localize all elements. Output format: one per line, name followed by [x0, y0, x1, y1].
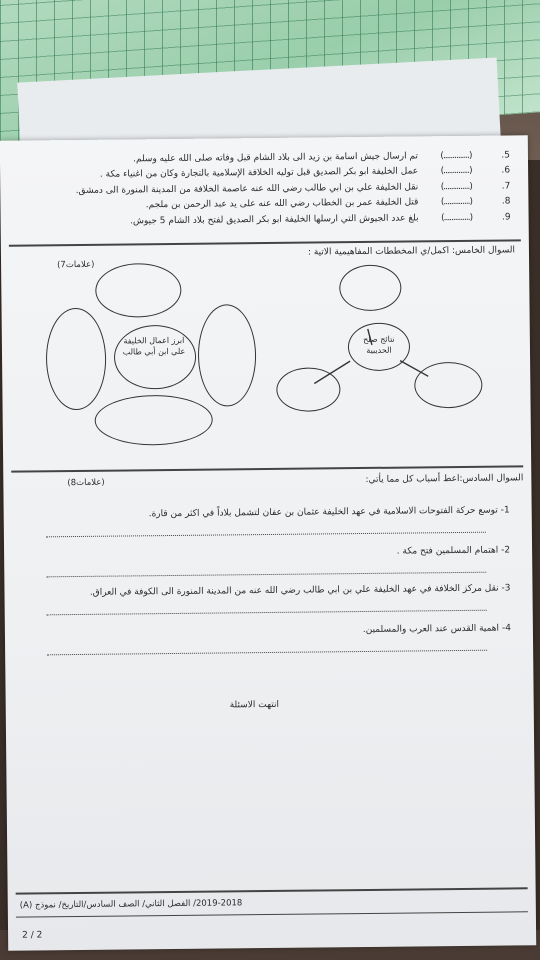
footer-info: 2019-2018/ الفصل الثاني/ الصف السادس/التاريخ/ نموذج (A): [19, 898, 243, 911]
question-text: تم ارسال جيش أسامة بن زيد الى بلاد الشام قبل وفاته صلى الله عليه وسلم.: [133, 151, 419, 165]
section6-marks: (8علامات): [67, 477, 105, 489]
page-number: 2 / 2: [22, 930, 43, 941]
question-text: نقل الخليفة علي بن أبي طالب رضي الله عنه عاصمة الخلافة من المدينة المنورة الى دمشق.: [75, 182, 419, 196]
section6-title: السوال السادس:اعط أسباب كل مما يأتي:: [365, 473, 524, 485]
cause-number: 2-: [501, 545, 511, 556]
question-number: 5.: [501, 150, 511, 161]
answer-blank[interactable]: (..............): [440, 181, 472, 192]
end-of-questions: انتهت الاسئلة: [229, 699, 280, 711]
answer-blank[interactable]: (..............): [440, 150, 472, 161]
section5-marks: (7علامات): [57, 259, 95, 271]
question-text: بلغ عدد الجيوش التي ارسلها الخليفة أبو بكر الصديق لفتح بلاد الشام 5 جيوش.: [130, 213, 419, 227]
diagram-center-label: ابرز اعمال الخليفة علي ابن أبي طالب: [122, 335, 186, 357]
question-text: قتل الخليفة عمر بن الخطاب رضي الله عنه على يد عبد الرحمن بن ملجم.: [145, 197, 419, 211]
cause-number: 4-: [501, 623, 511, 634]
concept-oval-empty[interactable]: [198, 304, 257, 407]
question-number: 6.: [501, 165, 511, 176]
cause-text: توسع حركة الفتوحات الاسلامية في عهد الخليفة عثمان بن عفان لتشمل بلاداً في اكثر من قارة.: [148, 505, 498, 520]
cause-number: 3-: [501, 583, 511, 594]
section5-title: السوال الخامس: اكمل/ي المخططات المفاهيمية الاتية :: [307, 245, 516, 258]
exam-sheet: [0, 135, 536, 950]
diagram-connectors: [0, 135, 536, 950]
cause-text: اهتمام المسلمين فتح مكة .: [396, 545, 499, 557]
question-text: عمل الخليفة أبو بكر الصديق قبل توليه الخلافة الإسلامية بالتجارة وكان من أغنياء مكة .: [99, 166, 419, 180]
answer-blank[interactable]: (..............): [440, 197, 473, 208]
question-number: 9.: [501, 212, 511, 223]
question-number: 7.: [501, 181, 511, 192]
concept-oval-empty[interactable]: [46, 308, 107, 411]
cause-text: نقل مركز الخلافة في عهد الخليفة علي بن ابي طالب رضي الله عنه من المدينة المنورة الى الكوفة في العراق.: [89, 583, 499, 598]
answer-blank[interactable]: (..............): [441, 212, 473, 223]
question-number: 8.: [501, 196, 511, 207]
diagram-center-label: نتائج صلح الحديبية: [363, 334, 395, 355]
cause-number: 1-: [500, 505, 510, 516]
answer-blank[interactable]: (..............): [440, 166, 472, 177]
cause-text: اهمية القدس عند العرب والمسلمين.: [362, 623, 500, 636]
